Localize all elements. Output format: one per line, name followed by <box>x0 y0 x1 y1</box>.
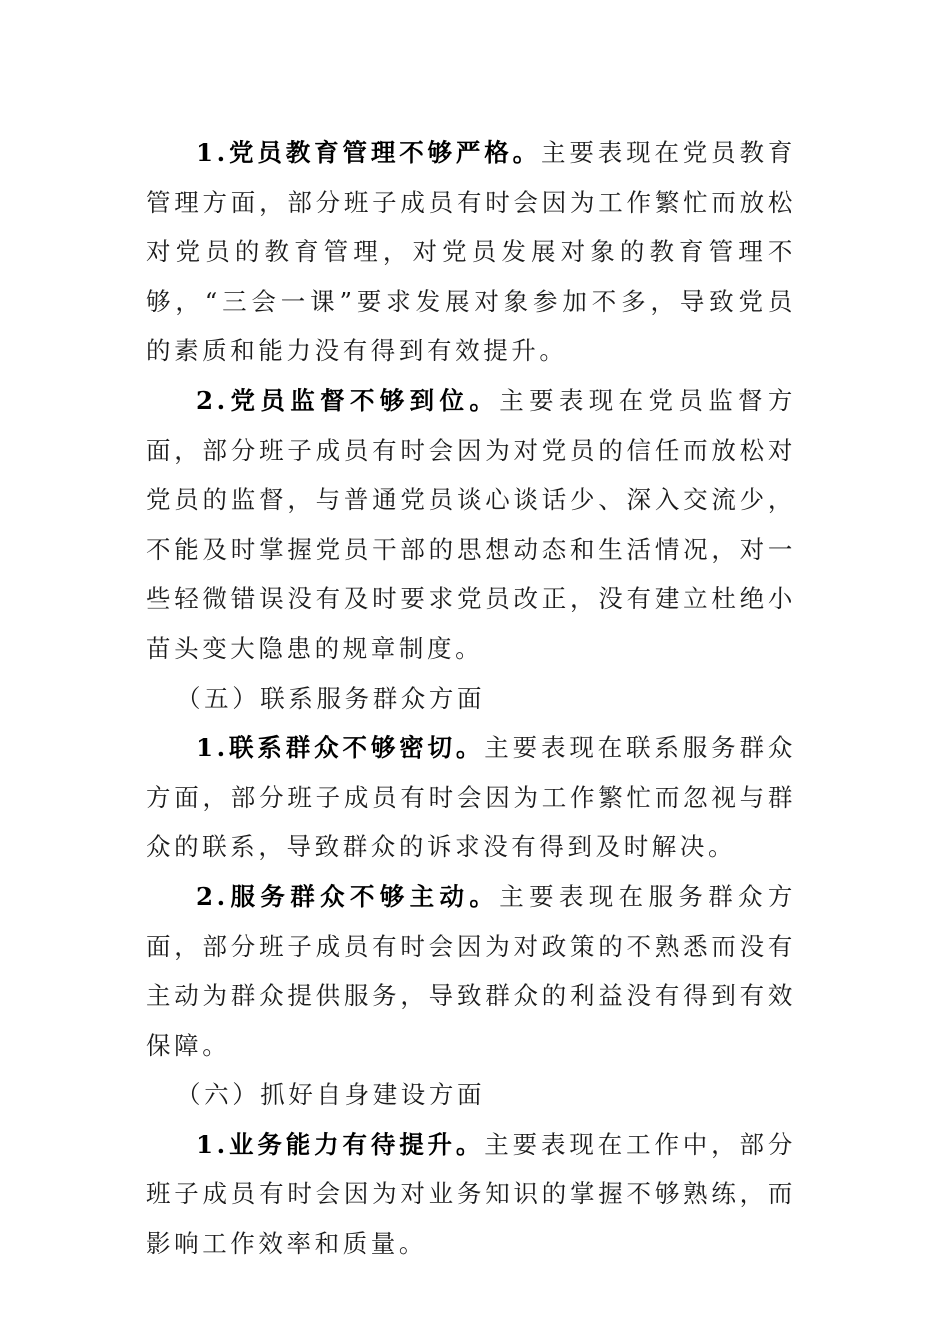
paragraph-text: 主要表现在党员监督方面，部分班子成员有时会因为对党员的信任而放松对党员的监督，与普通党员谈心谈话少、深入交流少，不能及时掌握党员干部的思想动态和生活情况，对一些轻微错误没有及时要求党员改正，没有建立杜绝小苗头变大隐患的规章制度。 <box>146 385 796 663</box>
paragraph-party-education <box>146 128 796 376</box>
paragraph-lead: 1.联系群众不够密切。 <box>196 733 485 763</box>
paragraph-contact-masses <box>146 723 796 872</box>
paragraph-text: 主要表现在联系服务群众方面，部分班子成员有时会因为工作繁忙而忽视与群众的联系，导致群众的诉求没有得到及时解决。 <box>146 733 796 862</box>
paragraph-party-supervision <box>146 376 796 674</box>
paragraph-lead: 1.业务能力有待提升。 <box>196 1129 485 1159</box>
document-body <box>146 128 796 1269</box>
section-heading-masses: （五）联系服务群众方面 <box>176 683 486 713</box>
paragraph-lead: 2.服务群众不够主动。 <box>196 881 500 911</box>
section-heading-self-building: （六）抓好自身建设方面 <box>176 1080 486 1110</box>
paragraph-text: 主要表现在服务群众方面，部分班子成员有时会因为对政策的不熟悉而没有主动为群众提供服务，导致群众的利益没有得到有效保障。 <box>146 881 796 1060</box>
paragraph-text: 主要表现在工作中，部分班子成员有时会因为对业务知识的掌握不够熟练，而影响工作效率和质量。 <box>146 1129 796 1259</box>
paragraph-serve-masses <box>146 872 796 1070</box>
paragraph-lead: 1.党员教育管理不够严格。 <box>196 138 541 167</box>
paragraph-text: 主要表现在党员教育管理方面，部分班子成员有时会因为工作繁忙而放松对党员的教育管理，对党员发展对象的教育管理不够，“三会一课”要求发展对象参加不多，导致党员的素质和能力没有得到有效提升。 <box>146 138 796 366</box>
paragraph-lead: 2.党员监督不够到位。 <box>196 385 500 415</box>
paragraph-business-ability <box>146 1120 796 1269</box>
